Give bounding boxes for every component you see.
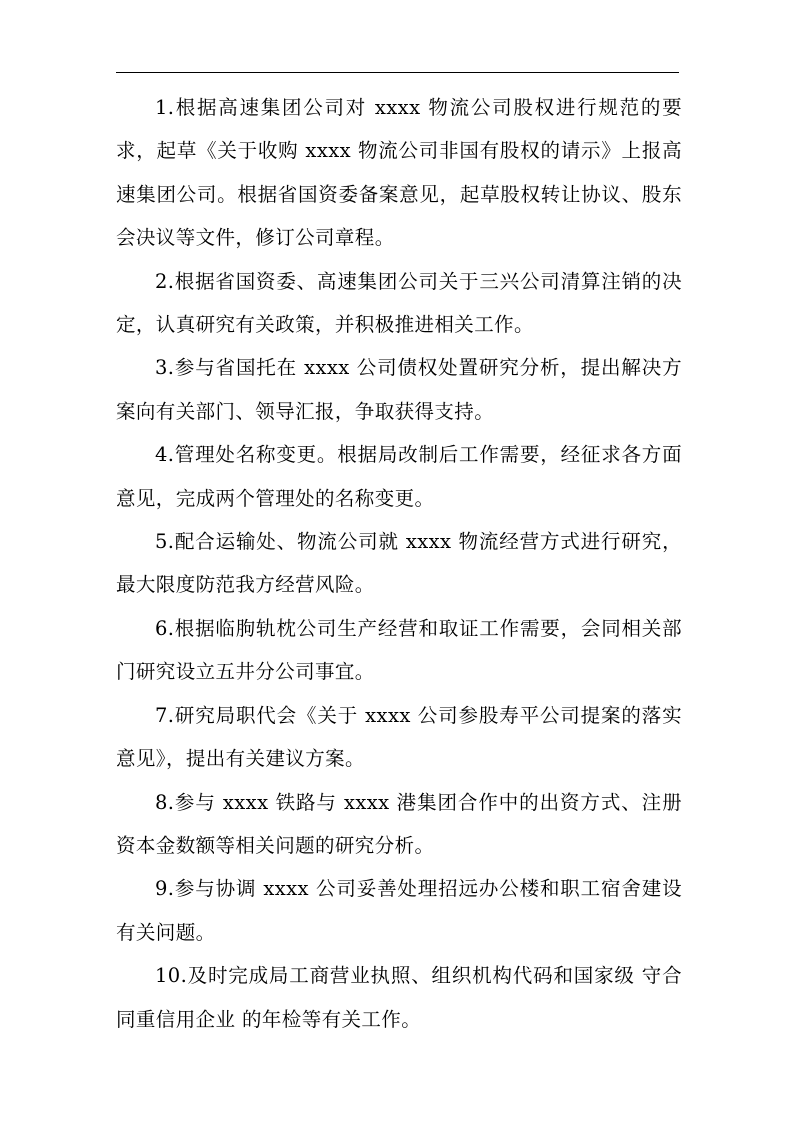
document-body bbox=[116, 86, 682, 1041]
paragraph-item-3: 3.参与省国托在 xxxx 公司债权处置研究分析，提出解决方案向有关部门、领导汇报，争取获得支持。 bbox=[116, 356, 682, 423]
paragraph-item-4: 4.管理处名称变更。根据局改制后工作需要，经征求各方面意见，完成两个管理处的名称变更。 bbox=[116, 443, 682, 510]
paragraph-item-9: 9.参与协调 xxxx 公司妥善处理招远办公楼和职工宿舍建设有关问题。 bbox=[116, 877, 682, 944]
paragraph-item-6: 6.根据临朐轨枕公司生产经营和取证工作需要，会同相关部门研究设立五井分公司事宜。 bbox=[116, 616, 682, 684]
paragraph-item-7: 7.研究局职代会《关于 xxxx 公司参股寿平公司提案的落实意见》，提出有关建议方案。 bbox=[116, 703, 682, 771]
paragraph-item-1: 1.根据高速集团公司对 xxxx 物流公司股权进行规范的要求，起草《关于收购 xxxx 物流公司非国有股权的请示》上报高速集团公司。根据省国资委备案意见，起草股权转让协议、股东会决议等文件，修订公司章程。 bbox=[116, 96, 682, 250]
paragraph-item-10: 10.及时完成局工商营业执照、组织机构代码和国家级 守合同重信用企业 的年检等有关工作。 bbox=[116, 964, 682, 1031]
paragraph-item-8: 8.参与 xxxx 铁路与 xxxx 港集团合作中的出资方式、注册资本金数额等相关问题的研究分析。 bbox=[116, 790, 682, 857]
header-rule bbox=[116, 72, 679, 73]
paragraph-item-2: 2.根据省国资委、高速集团公司关于三兴公司清算注销的决定，认真研究有关政策，并积极推进相关工作。 bbox=[116, 269, 682, 337]
paragraph-item-5: 5.配合运输处、物流公司就 xxxx 物流经营方式进行研究，最大限度防范我方经营风险。 bbox=[116, 530, 682, 597]
